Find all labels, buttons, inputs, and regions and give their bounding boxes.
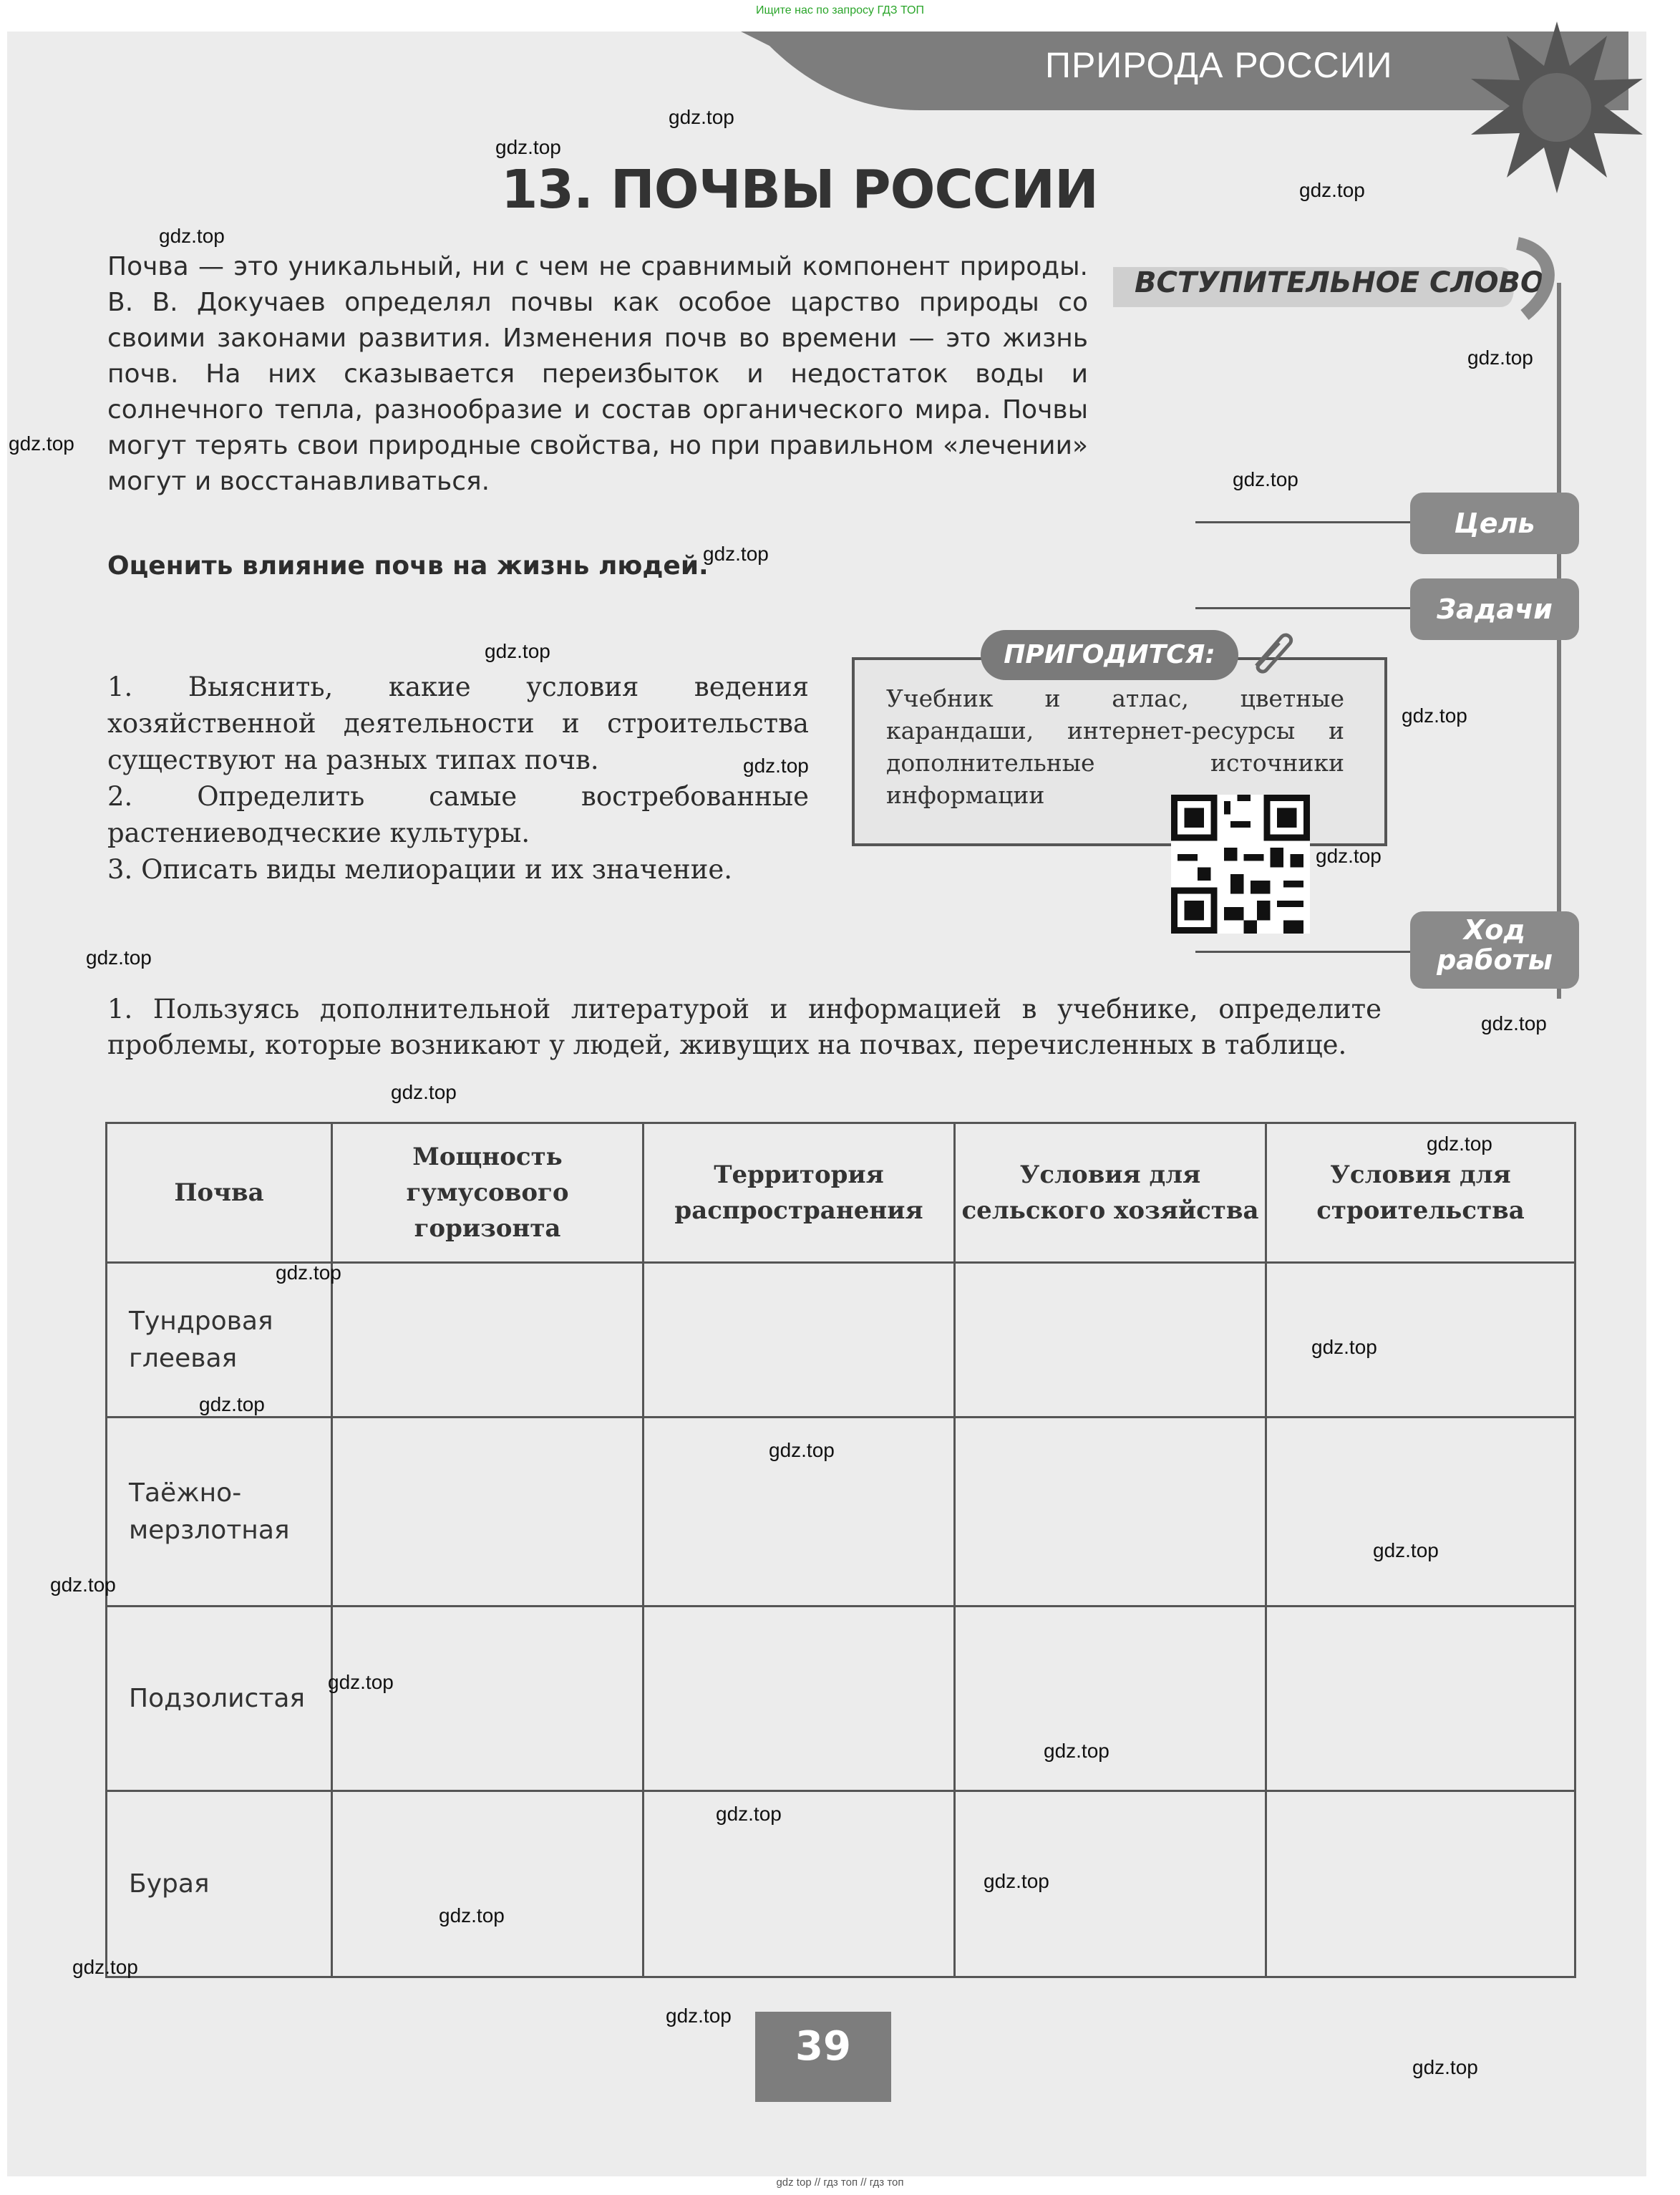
answer-cell[interactable]	[1266, 1791, 1575, 1977]
watermark: gdz.top	[1402, 704, 1467, 727]
goal-label: Цель	[1410, 493, 1579, 554]
column-header-territory: Территория распространения	[644, 1123, 955, 1263]
soil-name-cell: Подзолистая	[107, 1607, 332, 1791]
task-item: 3. Описать виды мелиорации и их значение.	[107, 854, 733, 885]
answer-cell[interactable]	[955, 1607, 1266, 1791]
watermark: gdz.top	[984, 1870, 1049, 1892]
page-title: 13. ПОЧВЫ РОССИИ	[501, 159, 1098, 221]
watermark: gdz.top	[86, 946, 152, 969]
table-row	[107, 1791, 1575, 1977]
task-item: 1. Выяснить, какие условия ведения хозяйственной деятельности и строительства существуют на разных типах почв.	[107, 672, 809, 775]
table-row	[107, 1418, 1575, 1607]
goal-connector	[1195, 521, 1424, 523]
task-item: 2. Определить самые востребованные растениеводческие культуры.	[107, 781, 809, 848]
soil-name-cell: Таёжно-мерзлотная	[107, 1418, 332, 1607]
column-header-soil: Почва	[107, 1123, 332, 1263]
table-row	[107, 1607, 1575, 1791]
useful-label: ПРИГОДИТСЯ:	[981, 630, 1238, 680]
answer-cell[interactable]	[644, 1607, 955, 1791]
paperclip-icon	[1242, 623, 1299, 680]
watermark: gdz.top	[1299, 179, 1365, 201]
workflow-label-line-1: Ход	[1463, 914, 1526, 946]
column-header-construction: Условия для строительства	[1266, 1123, 1575, 1263]
answer-cell[interactable]	[1266, 1418, 1575, 1607]
watermark: gdz.top	[199, 1393, 265, 1415]
workflow-label-line-2: работы	[1437, 944, 1553, 976]
watermark: gdz.top	[391, 1081, 457, 1103]
watermark: gdz.top	[1427, 1133, 1492, 1155]
watermark: gdz.top	[1467, 347, 1533, 369]
answer-cell[interactable]	[1266, 1607, 1575, 1791]
qr-code-icon[interactable]	[1171, 795, 1310, 934]
watermark: gdz.top	[495, 136, 561, 158]
section-title: ПРИРОДА РОССИИ	[1045, 45, 1393, 85]
intro-label: ВСТУПИТЕЛЬНОЕ СЛОВО	[1135, 266, 1545, 299]
answer-cell[interactable]	[644, 1263, 955, 1418]
soil-name-cell: Тундровая глеевая	[107, 1263, 332, 1418]
page-number: 39	[795, 2023, 851, 2070]
answer-cell[interactable]	[332, 1418, 644, 1607]
watermark: gdz.top	[1373, 1539, 1439, 1561]
watermark: gdz.top	[9, 432, 74, 455]
table-header-row	[107, 1123, 1575, 1263]
watermark: gdz.top	[703, 543, 769, 565]
star-icon	[1464, 14, 1650, 200]
answer-cell[interactable]	[332, 1263, 644, 1418]
watermark: gdz.top	[276, 1261, 341, 1284]
tasks-label: Задачи	[1410, 578, 1579, 640]
workflow-label	[1410, 911, 1579, 989]
watermark: gdz.top	[1044, 1740, 1110, 1762]
watermark: gdz.top	[50, 1574, 116, 1596]
top-note[interactable]: Ищите нас по запросу ГДЗ ТОП	[756, 4, 924, 16]
soil-table	[105, 1122, 1576, 1978]
rail-line	[1557, 283, 1561, 999]
column-header-humus: Мощность гумусового горизонта	[332, 1123, 644, 1263]
watermark: gdz.top	[743, 755, 809, 777]
watermark: gdz.top	[669, 106, 734, 128]
watermark: gdz.top	[1316, 845, 1382, 867]
answer-cell[interactable]	[332, 1791, 644, 1977]
watermark: gdz.top	[1233, 468, 1298, 490]
watermark: gdz.top	[485, 640, 550, 662]
intro-paragraph: Почва — это уникальный, ни с чем не сравнимый компонент природы. В. В. Докучаев определял почвы как особое царство природы со своими законами развития. Изменения почв во времени — это жизнь почв. На них сказывается переизбыток и недостаток воды и солнечного тепла, разнообразие и состав органического мира. Почвы могут терять свои природные свойства, но при правильном «лечении» могут и восстанавливаться.	[107, 252, 1088, 496]
watermark: gdz.top	[666, 2005, 732, 2027]
watermark: gdz.top	[769, 1439, 835, 1461]
answer-cell[interactable]	[955, 1263, 1266, 1418]
goal-text: Оценить влияние почв на жизнь людей.	[107, 551, 709, 581]
answer-cell[interactable]	[332, 1607, 644, 1791]
watermark: gdz.top	[439, 1904, 505, 1927]
watermark: gdz.top	[159, 225, 225, 247]
tasks-list	[107, 669, 809, 888]
column-header-agriculture: Условия для сельского хозяйства	[955, 1123, 1266, 1263]
answer-cell[interactable]	[644, 1791, 955, 1977]
watermark: gdz.top	[1412, 2056, 1478, 2078]
watermark: gdz.top	[1481, 1012, 1547, 1034]
soil-name-cell: Бурая	[107, 1791, 332, 1977]
watermark: gdz.top	[1311, 1336, 1377, 1358]
watermark: gdz.top	[72, 1956, 138, 1978]
watermark: gdz.top	[328, 1671, 394, 1693]
workflow-connector	[1195, 951, 1424, 953]
useful-text: Учебник и атлас, цветные карандаши, интернет-ресурсы и дополнительные источники информации	[886, 684, 1344, 809]
answer-cell[interactable]	[955, 1418, 1266, 1607]
watermark: gdz.top	[716, 1803, 782, 1825]
task-instructions: 1. Пользуясь дополнительной литературой и информацией в учебнике, определите проблемы, которые возникают у людей, живущих на почвах, перечисленных в таблице.	[107, 994, 1382, 1060]
bottom-note[interactable]: gdz top // гдз топ // гдз топ	[776, 2176, 904, 2189]
tasks-connector	[1195, 607, 1424, 609]
